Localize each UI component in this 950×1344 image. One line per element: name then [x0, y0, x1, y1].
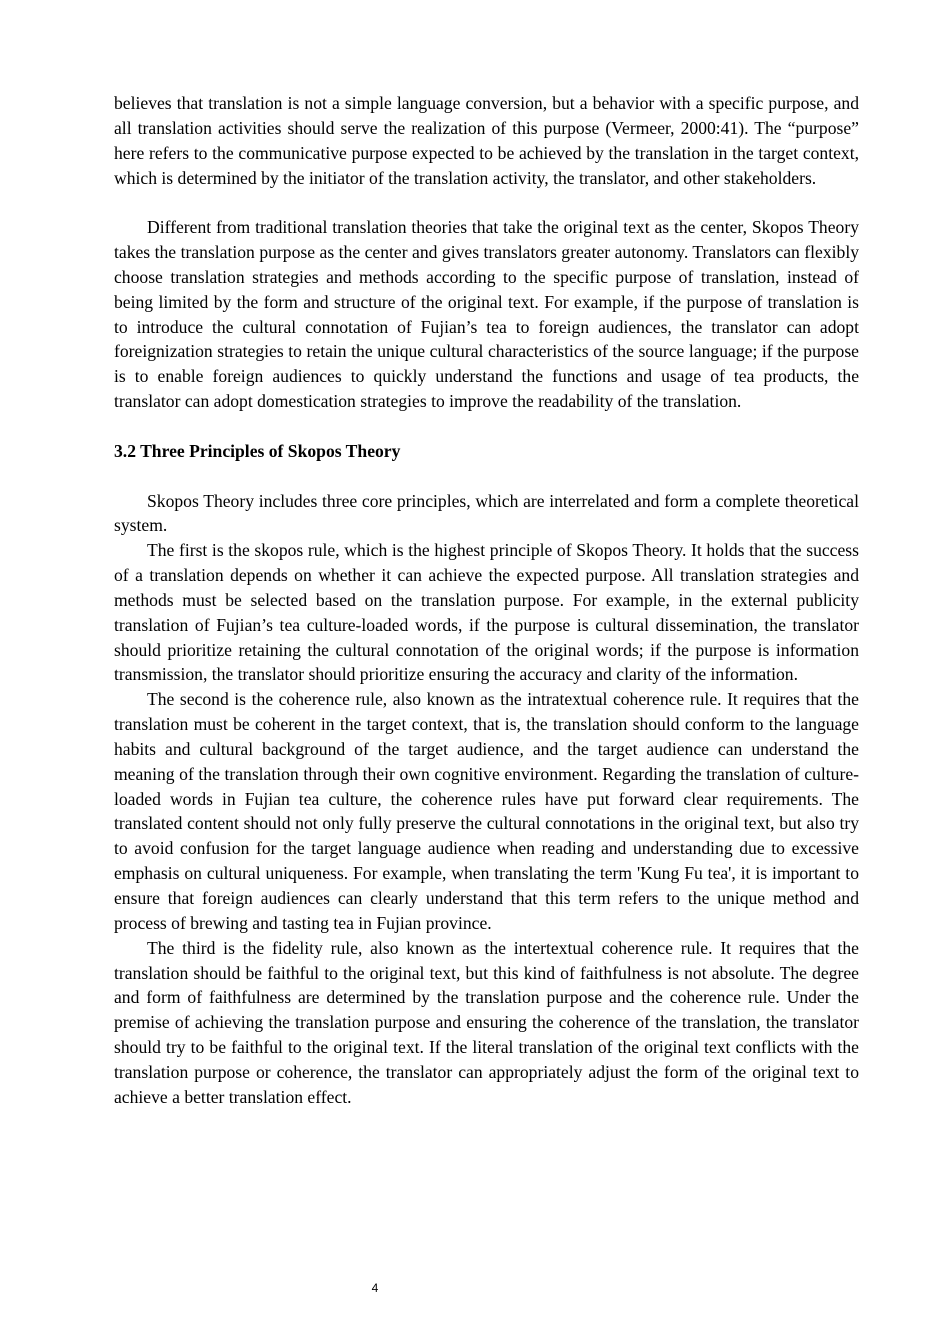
- paragraph-core-principles: Skopos Theory includes three core principles, which are interrelated and form a complete theoretical system.: [114, 490, 859, 536]
- paragraph-translation-center: Different from traditional translation theories that take the original text as the center, Skopos Theory takes the translation purpose as the center and gives translators greater autonomy. Translators can flexibly choose translation strategies and methods according to the specific purpose of translation, instead of being limited by the form and structure of the original text. For example, if the purpose of translation is to introduce the cultural connotation of Fujian’s tea to foreign audiences, the translator can adopt foreignization strategies to retain the unique cultural characteristics of the source language; if the purpose is to enable foreign audiences to quickly understand the functions and usage of tea products, the translator can adopt domestication strategies to improve the readability of the translation.: [114, 217, 859, 412]
- paragraph-spacer: [114, 190, 859, 215]
- page-body: [114, 91, 859, 1110]
- paragraph-spacer: [114, 414, 859, 439]
- paragraph-skopos-purpose: believes that translation is not a simple language conversion, but a behavior with a specific purpose, and all translation activities should serve the realization of this purpose (Vermeer, 2000:41). The “purpose” here refers to the communicative purpose expected to be achieved by the translation in the target context, which is determined by the initiator of the translation activity, the translator, and other stakeholders.: [114, 93, 859, 188]
- paragraph-coherence-rule: The second is the coherence rule, also known as the intratextual coherence rule. It requires that the translation must be coherent in the target context, that is, the translation should conform to the language habits and cultural background of the target audience, and the target audience can understand the meaning of the translation through their own cognitive environment. Regarding the translation of culture-loaded words in Fujian tea culture, the coherence rules have put forward clear requirements. The translated content should not only fully preserve the cultural connotations in the original text, but also try to avoid confusion for the target language audience when reading and understanding due to excessive emphasis on cultural uniqueness. For example, when translating the term 'Kung Fu tea', it is important to ensure that foreign audiences can clearly understand that this term refers to the unique method and process of brewing and tasting tea in Fujian province.: [114, 689, 859, 933]
- paragraph-fidelity-rule: The third is the fidelity rule, also known as the intertextual coherence rule. It requires that the translation should be faithful to the original text, but this kind of faithfulness is not absolute. The degree and form of faithfulness are determined by the translation purpose and the coherence rule. Under the premise of achieving the translation purpose and ensuring the coherence of the translation, the translator should try to be faithful to the original text. If the literal translation of the original text conflicts with the translation purpose or coherence, the translator can appropriately adjust the form of the original text to achieve a better translation effect.: [114, 937, 859, 1107]
- section-heading: 3.2 Three Principles of Skopos Theory: [114, 440, 401, 461]
- paragraph-spacer: [114, 464, 859, 489]
- paragraph-skopos-rule: The first is the skopos rule, which is the highest principle of Skopos Theory. It holds that the success of a translation depends on whether it can achieve the expected purpose. All translation strategies and methods must be selected based on the translation purpose. For example, in the external publicity translation of Fujian’s tea culture-loaded words, if the purpose is cultural dissemination, the translator should prioritize retaining the cultural connotation of the original words; if the purpose is information transmission, the translator should prioritize ensuring the accuracy and clarity of the information.: [114, 540, 859, 685]
- page-number: 4: [371, 1281, 379, 1295]
